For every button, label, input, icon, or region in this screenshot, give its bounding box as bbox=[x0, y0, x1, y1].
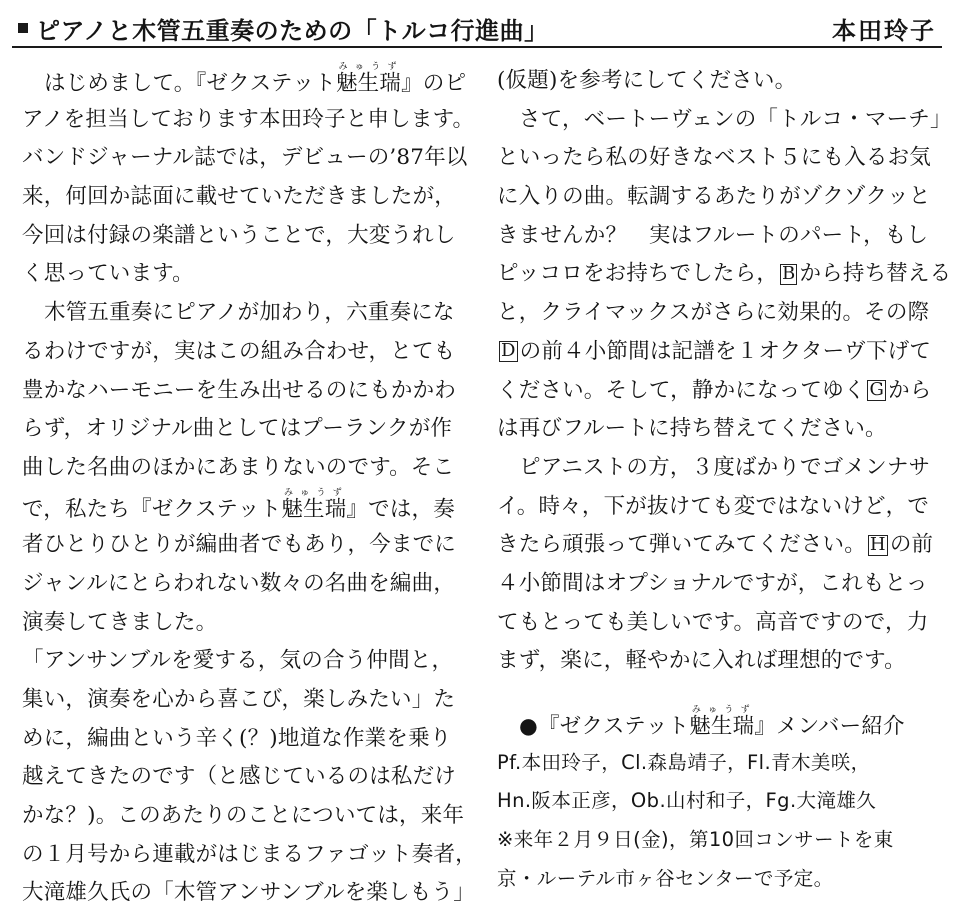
text-line: 集い，演奏を心から喜こび，楽しみたい」た bbox=[22, 687, 456, 712]
rehearsal-mark-b: B bbox=[782, 262, 796, 284]
text-line: めに，編曲という辛く(？)地道な作業を乗り bbox=[22, 725, 452, 751]
ensemble-name: 魅生瑞みゅうず bbox=[335, 62, 402, 96]
text-line: さて，ベートーヴェンの「トルコ・マーチ」 bbox=[519, 106, 952, 132]
text-line: 越えてきたのです（と感じているのは私だけ bbox=[22, 764, 457, 790]
text-line: 木管五重奏にピアノが加わり，六重奏にな bbox=[44, 300, 455, 326]
text-line: と，クライマックスがさらに効果的。その際 bbox=[497, 300, 930, 326]
right-column bbox=[497, 62, 952, 898]
text-line: に入りの曲。転調するあたりがゾクゾクッと bbox=[497, 184, 931, 210]
text-line: ピアニストの方，３度ばかりでゴメンナサ bbox=[519, 454, 931, 480]
rehearsal-mark-g: G bbox=[869, 379, 885, 400]
text-line: で，私たち『ゼクステット魅生瑞みゅうず』では，奏 bbox=[22, 487, 455, 522]
text-line: といったら私の好きなベスト５にも入るお気 bbox=[497, 145, 932, 171]
left-column bbox=[22, 62, 478, 913]
text-line: かな？)。このあたりのことについては，来年 bbox=[22, 803, 465, 829]
text-line: 「アンサンブルを愛する，気の合う仲間と， bbox=[22, 648, 454, 674]
text-line: 者ひとりひとりが編曲者でもあり，今までに bbox=[22, 532, 457, 558]
text-line: ください。そして，静かになってゆく G から bbox=[497, 377, 932, 403]
text-line: ジャンルにとらわれない数々の名曲を編曲， bbox=[22, 570, 456, 596]
text-line: ピッコロをお持ちでしたら， B から持ち替える bbox=[497, 261, 952, 287]
rehearsal-mark-h: H bbox=[869, 533, 886, 555]
square-bullet-icon bbox=[18, 23, 28, 33]
text-line: バンドジャーナル誌では，デビューの’87年以 bbox=[22, 145, 468, 171]
article-header bbox=[12, 6, 942, 48]
text-line: はじめまして。『ゼクステット魅生瑞みゅうず』のピ bbox=[44, 62, 467, 96]
concert-note: ※来年２月９日(金)，第10回コンサートを東 bbox=[497, 828, 894, 852]
concert-note: 京・ルーテル市ヶ谷センターで予定。 bbox=[497, 866, 834, 890]
text-line: アノを担当しております本田玲子と申します。 bbox=[22, 106, 475, 132]
text-line: ４小節間はオプショナルですが，これもとっ bbox=[497, 570, 928, 596]
text-line: 来，何回か誌面に載せていただきましたが， bbox=[22, 184, 457, 210]
text-line: く思っています。 bbox=[22, 261, 194, 287]
article-title: ピアノと木管五重奏のための「トルコ行進曲」 bbox=[36, 17, 549, 45]
text-line: イ。時々，下が抜けても変ではないけど，で bbox=[497, 493, 930, 519]
text-line: 今回は付録の楽譜ということで，大変うれし bbox=[22, 222, 456, 248]
ensemble-name: 魅生瑞みゅうず bbox=[689, 705, 755, 739]
members-line: Hn.阪本正彦，Ob.山村和子，Fg.大滝雄久 bbox=[497, 789, 877, 813]
text-line: 演奏してきました。 bbox=[22, 609, 218, 635]
text-line: 曲した名曲のほかにあまりないのです。そこ bbox=[22, 454, 455, 480]
text-line: 豊かなハーモニーを生み出せるのにもかかわ bbox=[22, 377, 457, 403]
text-line: まず，楽に，軽やかに入れば理想的です。 bbox=[497, 648, 906, 674]
text-line: きたら頑張って弾いてみてください。 H の前 bbox=[497, 532, 934, 558]
rehearsal-mark-d: D bbox=[501, 340, 516, 362]
ensemble-name: 魅生瑞みゅうず bbox=[281, 487, 347, 522]
text-line: D の前４小節間は記譜を１オクターヴ下げて bbox=[501, 338, 932, 364]
text-line: きませんか？ 実はフルートのパート，もし bbox=[497, 222, 929, 248]
text-line: の１月号から連載がはじまるファゴット奏者， bbox=[22, 841, 477, 867]
members-line: Pf.本田玲子，Cl.森島靖子，Fl.青木美咲， bbox=[497, 750, 871, 774]
article-author: 本田玲子 bbox=[832, 17, 936, 45]
text-line: てもとっても美しいです。高音ですので，力 bbox=[497, 609, 929, 635]
text-line: (仮題)を参考にしてください。 bbox=[497, 68, 797, 93]
members-heading: ●『ゼクステット魅生瑞みゅうず』メンバー紹介 bbox=[519, 705, 905, 739]
text-line: 大滝雄久氏の「木管アンサンブルを楽しもう」 bbox=[22, 880, 475, 906]
text-line: らず，オリジナル曲としてはプーランクが作 bbox=[22, 416, 453, 442]
text-line: るわけですが，実はこの組み合わせ，とても bbox=[22, 338, 456, 364]
text-line: は再びフルートに持ち替えてください。 bbox=[497, 416, 887, 442]
